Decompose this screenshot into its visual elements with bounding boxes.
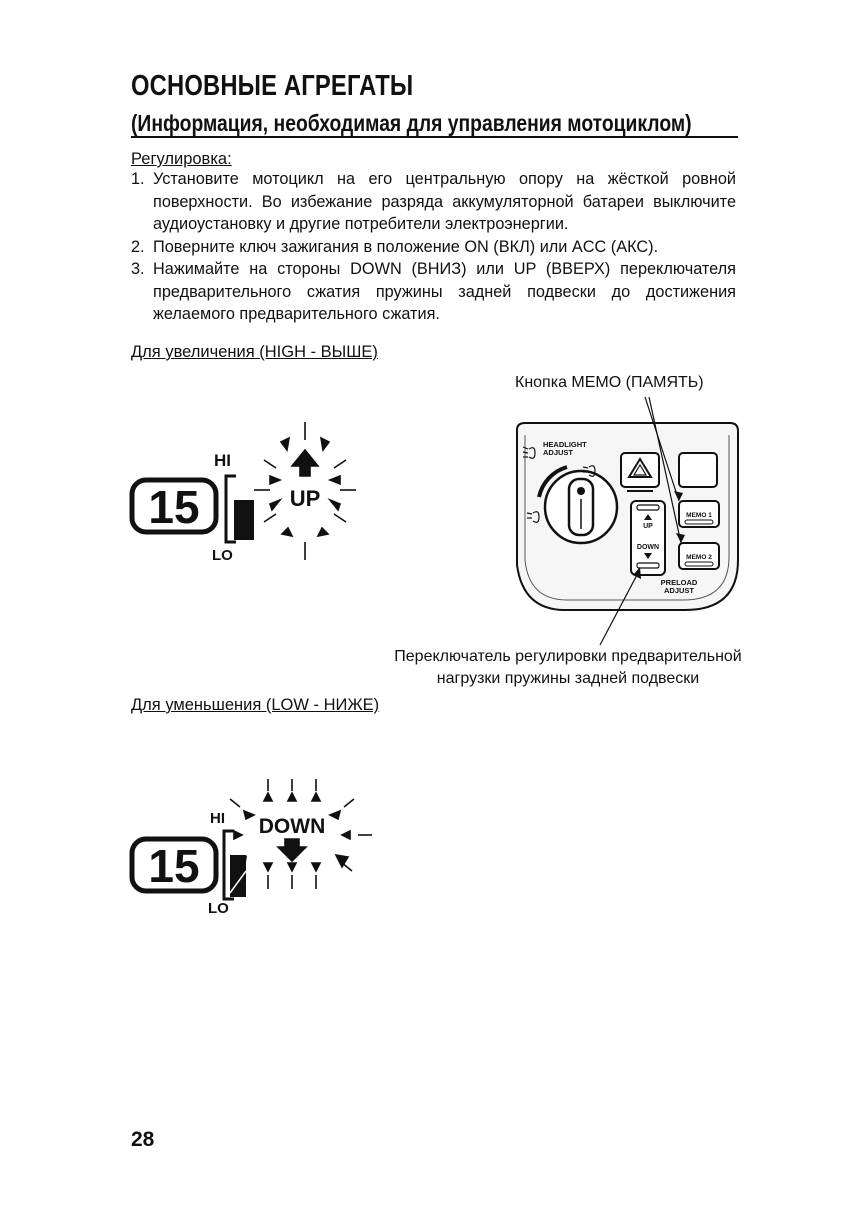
memo-button-caption: Кнопка MEMO (ПАМЯТЬ): [515, 374, 704, 391]
memo2-button[interactable]: [679, 543, 719, 569]
preload-switch-caption: Переключатель регулировки предварительной нагрузки пружины задней подвески: [394, 648, 742, 687]
level-bar: [226, 476, 254, 542]
memo1-label: MEMO 1: [686, 512, 712, 519]
headlight-adjust-label-2: ADJUST: [543, 448, 574, 457]
procedure-step: 3. Нажимайте на стороны DOWN (ВНИЗ) или UP (ВВЕРХ) переключателя предварительного сжатия пружины задней подвески до достижения желаемого предварительного сжатия.: [131, 260, 736, 323]
procedure-step: 2. Поверните ключ зажигания в положение ON (ВКЛ) или ACC (АКС).: [131, 237, 659, 256]
switch-down-label: DOWN: [636, 544, 660, 551]
decrease-heading: Для уменьшения (LOW - НИЖЕ): [131, 696, 380, 714]
preload-adjust-label: PRELOAD: [660, 578, 698, 587]
page-title: ОСНОВНЫЕ АГРЕГАТЫ: [131, 70, 414, 102]
procedure-steps: [131, 168, 736, 326]
lo-label: LO: [208, 900, 229, 917]
up-display-illustration: [120, 410, 380, 570]
switch-up-label: UP: [643, 523, 653, 530]
memo2-label: MEMO 2: [686, 554, 712, 561]
preload-adjust-label-2: ADJUST: [663, 586, 695, 595]
title-divider: [131, 136, 738, 138]
preload-rocker-switch[interactable]: [631, 501, 665, 575]
hi-label: HI: [210, 810, 225, 827]
lcd-value-box: [132, 839, 216, 892]
hazard-button[interactable]: [621, 453, 659, 491]
memo1-button[interactable]: [679, 501, 719, 527]
lcd-value: 15: [148, 840, 200, 892]
hi-label: HI: [214, 451, 231, 470]
headlight-adjust-label: HEADLIGHT: [543, 440, 587, 449]
down-label: DOWN: [258, 815, 326, 838]
page-subtitle: (Информация, необходимая для управления мотоциклом): [131, 110, 692, 136]
lcd-value-box: [132, 480, 216, 533]
blank-button[interactable]: [679, 453, 717, 487]
down-display-illustration: [120, 775, 390, 925]
up-label: UP: [289, 486, 321, 511]
procedure-heading: Регулировка:: [131, 150, 232, 168]
page-number: 28: [131, 1128, 155, 1151]
lo-label: LO: [212, 547, 233, 564]
up-arrow-icon: [292, 450, 318, 476]
procedure-step: 1. Установите мотоцикл на его центральную опору на жёсткой ровной поверхности. Во избежание разряда аккумуляторной батареи выключите аудиоустановку и другие потребители электроэнергии.: [131, 170, 736, 233]
switch-pointer: [590, 565, 650, 650]
lcd-value: 15: [148, 481, 200, 533]
increase-heading: Для увеличения (HIGH - ВЫШЕ): [131, 343, 378, 361]
down-arrow-icon: [278, 839, 306, 861]
